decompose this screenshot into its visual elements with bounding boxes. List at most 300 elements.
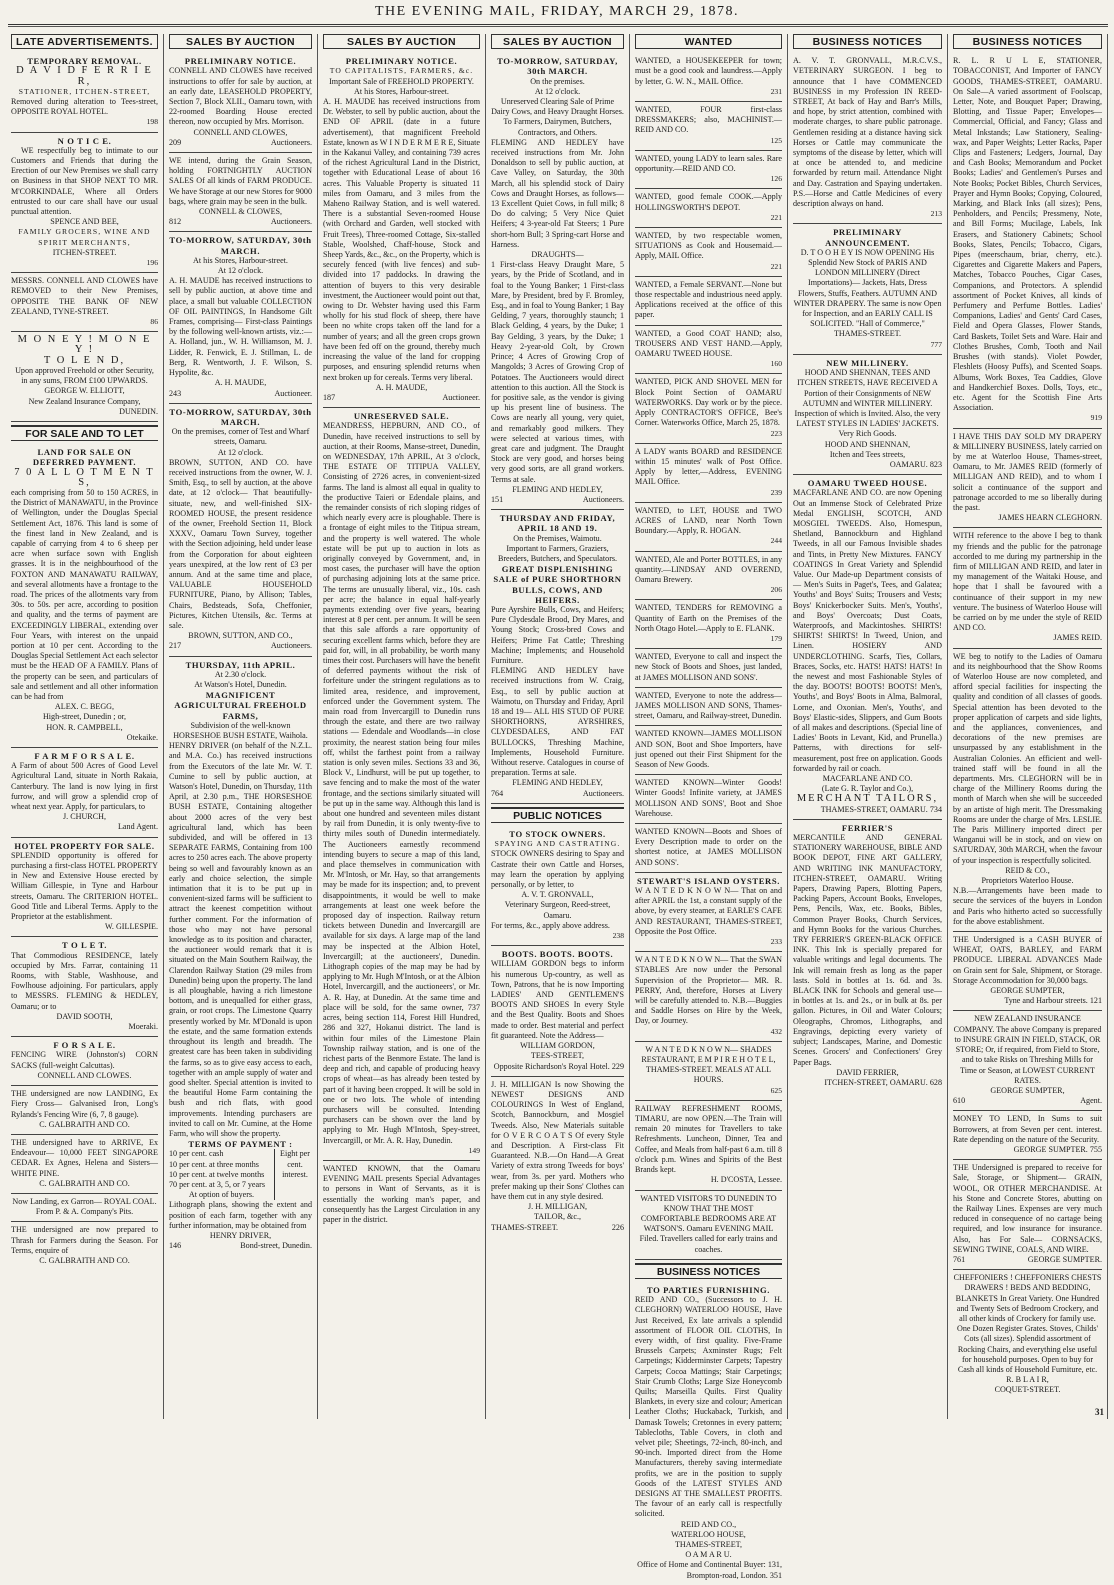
advert-spaying-castrating <box>491 826 624 946</box>
advert-title: TO-MORROW, SATURDAY, 30th MARCH. <box>169 406 312 427</box>
advert-body: STOCK OWNERS desiring to Spay and Castrate their own Cattle and Horses, may learn the operation by applying personally, or by letter, to <box>491 849 624 890</box>
advert-signature: ALEX. C. BEGG, <box>54 702 115 712</box>
advert-toohey-millinery <box>793 224 942 354</box>
column-business-notices-2 <box>948 34 1108 1419</box>
advert-signature: REID AND CO., <box>680 1519 737 1529</box>
advert-body: MESSRS. CONNELL AND CLOWES have REMOVED to their New Premises, OPPOSITE THE BANK OF NEW ZEALAND, TYNE-STREET. <box>11 276 158 316</box>
advert-body: Pure Ayrshire Bulls, Cows, and Heifers; Pure Clydesdale Brood, Dry Mares, and Young Stock; Cross-bred Cows and Heifers; Prime Fat Cattle; Threshing Machine; Implements; and Household Furniture. <box>491 604 624 665</box>
advert-street: THAMES-STREET. <box>491 1222 559 1232</box>
column-sales-by-auction-3 <box>486 34 630 1419</box>
advert-body: That Commodious RESIDENCE, lately occupied by Mrs. Farrar, containing 11 Rooms, with Stable, Washhouse, and Fowlhouse adjoining. For particulars, apply to MESSRS. FLEMING & HEDLEY, Oamaru; or to <box>11 950 158 1011</box>
advert-land-for-sale <box>11 444 158 748</box>
advert-body-second: For terms, &c., apply above address. <box>491 920 610 930</box>
advert-subheading <box>323 393 480 403</box>
advert-signature: C. GALBRAITH AND CO. <box>39 1255 130 1265</box>
advert-title: BOOTS. BOOTS. BOOTS. <box>501 949 614 960</box>
advert-body-second: 1 First-class Heavy Draught Mare, 5 years, by the Pride of Scotland, and in foal to the Young Banker; 1 First-class Mare, by President, bred by F. Bromley, Esq., and in foal to Young Banker; 1 Bay Gelding, 7 years, thoroughly staunch; 1 Black Gelding, 4 years, by the Duke; 1 Bay Gelding, 3 years, by the Duke; 1 Heavy 2-year-old Colt, by Crown Prince; 4 Acres of Growing Crop of Mangolds; 3 Acres of Growing Crop of Potatoes. The Auctioneers would direct attention to this auction. All the Stock is for positive sale, as the vendor is giving up his present line of business. The Cows are nearly all young, very quiet, and remarkably good milkers. They were selected at various times, with great care and judgment. The Draught Stock are very good, and horses being very good sorts, are all grand workers. Terms at sale. <box>491 260 624 484</box>
advert-street: COQUET-STREET. <box>994 1385 1061 1395</box>
advert-oamaru-tweed-house <box>793 475 942 820</box>
advert-signature: J. CHURCH, <box>63 812 106 822</box>
advert-street: ITCHEN-STREET. <box>52 247 117 257</box>
advert-number: 221 <box>770 261 782 271</box>
advert-number: 761 <box>953 1254 966 1264</box>
advert-title: TO STOCK OWNERS. <box>509 829 606 840</box>
advert-terms-table <box>169 1149 312 1200</box>
advert-for-sale-wire <box>11 1037 158 1086</box>
advert-time: At 12 o'clock. <box>534 86 581 96</box>
advert-waterloo-show-rooms <box>953 649 1102 932</box>
advert-signature: GEORGE SUMPTER. <box>1027 1254 1102 1264</box>
advert-rule-stationer <box>953 53 1102 428</box>
advert-body: CHEFFONIERS ! CHEFFONIERS CHESTS DRAWERS ! BEDS AND BEDDING, BLANKETS In Great Variety. One Hundred and Twenty Sets of Bedroom Crockery, and all other kinds of Crockery for family use. One Dozen Register Grates. Stoves, Childs' Cots (all sizes). Splendid assortment of Rocking Chairs, and everything else useful for household purposes. Open to buy for Cash all kinds of Household Furniture, etc. <box>953 1273 1102 1374</box>
advert-company: New Zealand Insurance Company, <box>28 396 141 406</box>
advert-place: On the Premises, Waimotu. <box>513 533 602 543</box>
advert-role: Auctioneer. <box>442 392 480 402</box>
advert-body: W A N T E D K N O W N— That the SWAN STABLES Are now under the Personal Supervision of the Proprietor— MR. R. PERRY, And, therefore, Horses at Livery will be carefully attended to. N.B.—Buggies and Saddle Horses on Hire by the Week, Day, or Journey. <box>635 955 782 1026</box>
advert-subheading: FAMILY GROCERS, WINE AND SPIRIT MERCHANTS, <box>18 227 151 247</box>
advert-number: 223 <box>770 428 782 438</box>
advert-wanted-bottles <box>635 552 782 601</box>
advert-role: Auctioneer. <box>274 388 312 398</box>
advert-ferrier-stationery <box>793 820 942 1092</box>
advert-subheading: DRAUGHTS— <box>531 250 584 260</box>
advert-role: TAILOR, &c., <box>533 1212 581 1222</box>
advert-signature: FLEMING AND HEDLEY, <box>512 484 603 494</box>
advert-body: THE undersigned are now prepared to Thrash for Farmers during the Season. For Terms, enquire of <box>11 1225 158 1255</box>
advert-body: RAILWAY REFRESHMENT ROOMS, TIMARU, are now OPEN.—The Train will remain 20 minutes for Travellers to take Refreshments. Luncheon, Dinner, Tea and Coffee, and Meals from half-past 6 a.m. till 8 o'clock p.m. Wines and Spirits of the Best Brands kept. <box>635 1103 782 1175</box>
advert-place: OAMARU. <box>889 459 928 469</box>
advert-time: At 2.30 o'clock. <box>214 669 267 679</box>
column-sales-by-auction-1 <box>164 34 318 1419</box>
advert-body: MACFARLANE AND CO. are now Opening Out an Immense Stock of Celebrated Prize Medal ENGLISH, SCOTCH, AND MOSGIEL TWEEDS. Also, Homespun, Shetland, Bannockburn and Highland Tweeds, in all our Famous Invisible shades and Tints, in Pretty New Mixtures. FANCY COATINGS In Great Variety and Splendid Value. Our Made-up Department consists of— Men's Suits in Paget's, Tees, and Galatea; Youths' and Boys' Suits; Trousers and Vests; Boys' Knickerbocker Suits. Men's, Youths', and Boys' Overcoats; Dust Coats, Waterproofs, and Mackintoshes. SHIRTS! SHIRTS! SHIRTS! In Tweed, Union, and Linen. HOSIERY AND UNDERCLOTHING. Scarfs, Ties, Collars, Braces, Socks, etc. HATS! HATS! HATS! In the newest and most Fashionable Styles of the day. BOOTS! BOOTS! BOOTS! Men's, Youths', and Boys' Boots in Alma, Balmoral, Lorne, and Oxonian. Men's, Youths', and Boys' Elastic-sides, Slippers, and Gum Boots of all makes and descriptions. (Special line of Ladies' Boots in Levant, Kid, and Prunella.) Patterns, with directions for self-measurement, post free on application. Goods forwarded by rail or coach. <box>793 488 942 773</box>
advert-footer <box>953 996 1102 1006</box>
advert-title: UNRESERVED SALE. <box>353 411 450 422</box>
column-heading: BUSINESS NOTICES <box>953 34 1102 49</box>
advert-body: WANTED KNOWN, that the Oamaru EVENING MAIL presents Special Advantages to persons in Want of Servants, as it is essentially the working man's paper, and consequently has the Largest Circulation in any paper in the district. <box>323 1163 480 1224</box>
advert-number: 125 <box>770 135 782 145</box>
advert-number: 823 <box>929 459 942 469</box>
advert-body: THE Undersigned is a CASH BUYER of WHEAT, OATS, BARLEY, and FARM PRODUCE. LIBERAL ADVANCES Made on Grain sent for Sale, Shipment, or Storage. Storage Accommodation for 30,000 bags. <box>953 935 1102 985</box>
advert-body: WE respectfully beg to intimate to our Customers and Friends that during the Erection of our New Premises we shall carry on Business in that SHOP NEXT TO MR. M'CORKINDALE, Where all Orders entrusted to our care shall have our usual punctual attention. <box>11 145 158 217</box>
advert-lady-board <box>635 444 782 503</box>
advert-street: TEES-STREET, <box>530 1051 585 1061</box>
advert-number: 221 <box>770 212 782 222</box>
advert-connell-clowes-removed <box>11 273 158 332</box>
advert-signature: HENRY DRIVER, <box>209 1230 272 1240</box>
advert-place: Opposite Richardson's Royal Hotel. <box>493 1061 610 1071</box>
column-heading: LATE ADVERTISEMENTS. <box>11 34 158 49</box>
advert-signature: C. GALBRAITH AND CO. <box>39 1178 130 1188</box>
advert-wanted-young-lady <box>635 151 782 190</box>
advert-terms-list <box>169 1149 274 1200</box>
advert-hood-shennan <box>793 355 942 475</box>
advert-body: WANTED KNOWN—Winter Goods! Winter Goods! Infinite variety, at JAMES MOLLISON AND SONS', Boot and Shoe Warehouse. <box>635 778 782 818</box>
advert-james-reid <box>953 528 1102 648</box>
advert-subheading <box>491 789 624 799</box>
advert-sumpter-cash-buyer <box>953 932 1102 1011</box>
advert-body: A LADY wants BOARD and RESIDENCE within 15 minutes' walk of Post Office. Apply by letter,—Address, EVENING MAIL Office. <box>635 446 782 487</box>
advert-body: REID AND CO., (Successors to J. H. CLEGHORN) WATERLOO HOUSE, Have Just Received, Ex late arrivals a splendid assortment of FLOOR OIL CLOTHS, In every width, of first quality. Five-Frame Brussels Carpets; Axminster Rugs; Felt Carpetings; Kidderminster Carpets; Tapestry Carpets; Cocoa Mattings; Stair Carpetings; Stair Crumb Cloths; Large Size Honeycomb Quilts; Marseilla Quilts. First Quality Blankets, in every size and colour; American Leather Cloths; Huckaback, Turkish, and Damask Towels; Cretonnes in every pattern; Tablecloths, Table Covers, in cloth and velvet pile; Sheetings, 72-inch, 80-inch, and 90-inch. Imported direct from the Home Manufacturers, thereby saving intermediate profits, we are in the position to supply Goods of the LATEST STYLES AND DESIGNS AT THE SMALLEST PROFITS. The favour of an early call is respectfully solicited. <box>635 1295 782 1519</box>
advert-number: 198 <box>146 117 158 127</box>
advert-subheading <box>169 217 312 227</box>
advert-galbraith-landing <box>11 1086 158 1135</box>
advert-body: FENCING WIRE (Johnston's) CORN SACKS (full-weight Calcuttas). <box>11 1050 158 1070</box>
advert-title: F O R S A L E. <box>53 1040 116 1051</box>
advert-notice-spence-bee <box>11 133 158 274</box>
advert-displenishing-sale <box>491 510 624 804</box>
advert-boots-william-gordon <box>491 946 624 1076</box>
advert-signature: FLEMING AND HEDLEY, <box>512 778 603 788</box>
advert-footer <box>793 805 942 815</box>
advert-subheading: (Late G. R. Taylor and Co.), <box>821 784 914 794</box>
advert-stewarts-oysters <box>635 873 782 952</box>
advert-number: 244 <box>770 536 782 546</box>
advert-body: SPLENDID opportunity is offered for purchasing a first-class HOTEL PROPERTY in New and Extensive House erected by William Gillespie, in Tyne and Harbour streets, Oamaru. The CRITERION HOTEL. Good Title and Liberal Terms. Apply to the Proprietor at the establishment. <box>11 850 158 922</box>
advert-body: WANTED, a Female SERVANT.—None but those respectable and industrious need apply. Applications received at the office of this paper. <box>635 279 782 320</box>
advert-number: 179 <box>770 633 782 643</box>
advert-body: A. V. T. GRONVALL, M.R.C.V.S., VETERINARY SURGEON. I beg to announce that I have COMMENCED BUSINESS in my Profession IN REED-STREET, At back of Hay and Barr's Mills, and hope, by strict attention, combined with moderate charges, to share public patronage. Gentlemen residing at a distance having sick Horses or Cattle may communicate the symptoms of the disease by letter, which will at once be attended to, and medicine forwarded by return mail. Attendance Night and Day. Castration and Spaying undertaken. P.S.—Horse and Cattle Medicines of every description always on hand. <box>793 56 942 209</box>
advert-title: F A R M F O R S A L E. <box>34 751 135 761</box>
advert-title: THURSDAY, 11th APRIL. <box>185 659 296 670</box>
advert-heading: Important Sale of FREEHOLD PROPERTY. <box>329 76 474 86</box>
column-sales-by-auction-2 <box>318 34 486 1419</box>
advert-title: TO-MORROW, SATURDAY, 30th MARCH. <box>169 235 312 256</box>
advert-galbraith-arrive <box>11 1135 158 1194</box>
advert-place: At his Stores, Harbour-street. <box>354 86 449 96</box>
advert-subheading: Proprietors Waterloo House. <box>981 876 1074 886</box>
advert-subheading: High-street, Dunedin ; or, <box>42 712 127 722</box>
advert-number: 238 <box>612 931 624 941</box>
advert-place: DUNEDIN. <box>119 406 158 416</box>
column-heading: SALES BY AUCTION <box>491 34 624 49</box>
advert-body: WANTED, Ale and Porter BOTTLES, in any quantity.—LINDSAY AND OVEREND, Oamaru Brewery. <box>635 554 782 584</box>
advert-signature: A. V. T. GRONVALL, <box>521 890 594 900</box>
advert-body: W A N T E D K N O W N— SHADES RESTAURANT, E M P I R E H O T E L, THAMES-STREET. MEALS AT ALL HOURS. <box>641 1044 776 1085</box>
advert-signature: CONNELL & CLOWES, <box>198 207 283 217</box>
advert-number: 217 <box>169 641 182 651</box>
advert-signature: SPENCE AND BEE, <box>50 217 119 227</box>
advert-subheading: TO CAPITALISTS, FARMERS, &c. <box>329 66 474 76</box>
advert-subheading: SPAYING AND CASTRATING. <box>494 839 621 849</box>
advert-oil-paintings <box>169 232 312 403</box>
advert-signature: CONNELL AND CLOWES. <box>37 1070 132 1080</box>
advert-wanted-pick-shovel <box>635 374 782 443</box>
advert-signature: C. GALBRAITH AND CO. <box>39 1119 130 1129</box>
advert-number: 86 <box>150 317 158 327</box>
masthead: THE EVENING MAIL, FRIDAY, MARCH 29, 1878. <box>374 4 740 19</box>
advert-signature: GEORGE SUMPTER, <box>990 1085 1065 1095</box>
advert-body: WANTED, a HOUSEKEEPER for town; must be a good cook and laundress.—Apply by letter, G. W. N., MAIL Office. <box>635 56 782 86</box>
advert-signature-second: HON. R. CAMPBELL, <box>46 722 123 732</box>
advert-number: 734 <box>929 804 942 814</box>
advert-body: WANTED, Everyone to note the address—JAMES MOLLISON AND SONS, Thames-street, Oamaru, and Railway-street, Dunedin. <box>635 690 782 721</box>
column-heading: SALES BY AUCTION <box>323 34 480 49</box>
advert-subheading <box>491 1223 624 1233</box>
advert-body: HENRY DRIVER (on behalf of the N.Z.L. and M.A. Co.) has received instructions from the Executors of the late Mr. W. T. Cumine to sell by public auction, at Watson's Hotel, Dunedin, on Thursday, 11th April, at 2.30 p.m., THE HORSESHOE BUSH ESTATE, Containing altogether about 2000 acres of the very best agricultural land, which has been subdivided, and will be offered in 13 SEPARATE FARMS, Containing from 100 acres to 250 acres each. The above property being so well and favourably known as an early and choice selection, the simple intimation that it is to be put up in convenient-sized farms will be sufficient to attract the keenest competition without further comment. For the information of those who may not have personal knowledge as to its position and character, the auctioneer would remark that it is situated on the Main Southern Railway, the Clarendon Railway Station (29 miles from Dunedin) being upon the property. The land is all ploughable, having a rich limestone bottom, and is unequalled for either grass, grain, or root crops. The Limestone Quarry presently worked by Mr. M'Donald is upon the estate, and the same formation extends throughout its length and breadth. The greatest care has been taken in subdividing the farms, so as to give easy access to each, together with an ample supply of water and good shelter. Special attention is invited to the beautiful Home Farm containing the bush and rich flats, with good improvements. Intending purchasers are invited to call on Mr. Cumine, at the Home Farm, who will show the property. <box>169 741 312 1138</box>
advert-body-second: Lithograph plans, showing the extent and position of each farm, together with any further information, may be obtained from <box>169 1200 312 1230</box>
page-number: 31 <box>1095 1407 1104 1417</box>
advert-sumpter-money <box>953 1111 1102 1160</box>
advert-body: NEW ZEALAND INSURANCE COMPANY. The above Company is prepared to INSURE GRAIN IN FIELD, STACK, OR STORE; Or, if required, from Field to Store, and to take Risks on Threshing Mills for Time or Season, at LOWEST CURRENT RATES. <box>953 1014 1102 1085</box>
advert-heading: D A V I D F E R R I E R, <box>16 65 153 87</box>
advert-hotel-property <box>11 838 158 938</box>
advert-milligan-overcoats <box>491 1077 624 1237</box>
advert-body: WANTED KNOWN—Boots and Shoes of Every Description made to order on the shortest notice, at JAMES MOLLISON AND SONS'. <box>635 827 782 867</box>
advert-subheading <box>491 495 624 505</box>
advert-footer <box>953 1145 1102 1155</box>
advert-body: WANTED, FOUR first-class DRESSMAKERS; also, MACHINIST.—REID AND CO. <box>635 105 782 135</box>
column-heading: BUSINESS NOTICES <box>793 34 942 49</box>
advert-number: 919 <box>1090 413 1102 423</box>
advert-signature: BROWN, SUTTON, AND CO., <box>188 631 293 641</box>
advert-body: BROWN, SUTTON, AND CO. have received instructions from the owner, W. J. Smith, Esq., to sell by auction, at the above date, at 12 o'clock— That beautifully-situate, new, and well-finished SIX-ROOMED HOUSE, the present residence of the owner, Freehold Section 11, Block XXXV., Oamaru Town Survey, together with the Section adjoining, held under lease from the Corporation for about eighteen years unexpired, at the low rent of £3 per annum. And at the same time and place, VALUABLE HOUSEHOLD FURNITURE, Piano, by Allison; Tables, Chairs, Bedsteads, Sofa, Cheffonier, Pictures, Kitchen Utensils, &c. Terms at sale. <box>169 457 312 630</box>
advert-signature: WILLIAM GORDON, <box>520 1041 595 1051</box>
advert-wanted-dressmakers <box>635 102 782 151</box>
advert-heading: M O N E Y ! M O N E Y ! <box>17 334 152 356</box>
advert-body-second: FLEMING AND HEDLEY have received instructions from W. Craig, Esq., to sell by public auction at Waimotu, on Thursday and Friday, April 18 and 19— ALL HIS STUD OF PURE SHORTHORNS, AYRSHIRES, CLYDESDALES, AND FAT BULLOCKS, Threshing Machine, Implements, Household Furniture. Without reserve. Catalogues in course of preparation. Terms at sale. <box>491 666 624 778</box>
advert-place: Moeraki. <box>128 1022 158 1032</box>
advert-body: WILLIAM GORDON begs to inform his numerous Up-country, as well as Town, Patrons, that he is now Importing LADIES' AND GENTLEMEN'S BOOTS AND SHOES In every Style and the Best Quality. Boots and Shoes made to order. Best material and perfect fit guaranteed. Note the Address— <box>491 959 624 1040</box>
advert-footer <box>793 460 942 470</box>
advert-wanted-situations <box>635 228 782 277</box>
advert-body: WANTED, a Good COAT HAND; also, TROUSERS AND VEST HAND.—Apply, OAMARU TWEED HOUSE. <box>635 328 782 359</box>
advert-leasehold-property <box>169 53 312 153</box>
advert-body: Now Landing, ex Garron— ROYAL COAL. From P. & A. Company's Pits. <box>12 1196 157 1217</box>
advert-place: O A M A R U. <box>685 1550 732 1560</box>
advert-temporary-removal <box>11 53 158 132</box>
advert-signature: J. H. MILLIGAN, <box>527 1202 588 1212</box>
advert-number: 233 <box>770 937 782 947</box>
advert-shades-restaurant <box>635 1042 782 1101</box>
advert-body: WANTED KNOWN—JAMES MOLLISON AND SON, Boot and Shoe Importers, have just opened out their First Shipment for the Season of New Goods. <box>635 729 782 769</box>
advert-body: Removed during alteration to Tees-street, OPPOSITE ROYAL HOTEL. <box>11 97 158 117</box>
advert-signature: DAVID SOOTH, <box>56 1011 113 1021</box>
advert-intro: Important to Farmers, Graziers, Breeders, Butchers, and Speculators. <box>497 543 618 563</box>
advert-subheading <box>169 1241 312 1251</box>
advert-wanted-cook <box>635 189 782 228</box>
advert-number: 151 <box>491 494 504 504</box>
advert-role: Auctioneers. <box>270 217 312 227</box>
advert-body: A. H. MAUDE has received instructions to sell by public auction, at above time and place, a small but valuable COLLECTION OF OIL PAINTINGS, In Handsome Gilt Frames, comprising— First-class Paintings by the following well-known artists, viz.:—A. Holland, jun., W. H. Williamson, M. J. Lidder, R. Fenwick, E. J. Stillman, L. de Berg, R. Wentworth, J. F. Wilson, S. Hypolite, &c. <box>169 276 312 378</box>
advert-term: 70 per cent. at 3, 5, or 7 years <box>169 1179 265 1189</box>
advert-to-let <box>11 937 158 1037</box>
advert-body: A. H. MAUDE has received instructions from Dr. Webster, to sell by public auction, about the END OF APRIL (date in a future advertisement), that magnificent Freehold Estate, known as W I N D E R M E R E, Situate in the Kakanui Valley, and containing 739 acres of the richest Agricultural Land in the District, together with Educational Lease of about 16 acres. This Valuable Property is situated 11 miles from Oamaru, and 3 miles from the Maheno Railway Station, and is well watered. There is a substantial Seven-roomed House (with Orchard and Garden, well stocked with Fruit Trees), Three-roomed Cottage, Six-stalled Stable, Woolshed, Chaff-house, Stock and Sheep Yards, &c., &c., on the Property, which is securely fenced (with live fences) and sub-divided into 17 paddocks. In drawing the attention of buyers to this very desirable investment, the Auctioneer would point out that, owing to Dr. Webster having used this Farm wholly for his stud flock of sheep, there have been no white crops taken off the land for a number of years; and all the green crops grown have been fed off on the ground, thereby much increasing the value of the land for cropping purposes, and ensuring splendid returns when next broken up for cereals. Terms very liberal. <box>323 97 480 382</box>
advert-wanted-female-servant <box>635 277 782 326</box>
advert-terms-interest: Eight per cent. interest. <box>274 1149 312 1200</box>
advert-number: 351 <box>769 1570 782 1580</box>
advert-signature: W. GILLESPIE. <box>105 922 158 932</box>
advert-subheading: T O L E N D, <box>43 354 126 366</box>
advert-body: each comprising from 50 to 150 ACRES, in the District of MANAWATU, in the Province of Wellington, under the Douglas Special Settlement Act, 1876. This land is some of the finest land in New Zealand, and is capable of carrying from 4 to 6 sheep per acre when surface sown with English grasses. It is in the neighbourhood of the FOXTON AND MANAWATU RAILWAY, and several allotments have a frontage to the road. The prices of the allotments vary from 30s. to 50s. per acre, according to position and quality, and the terms of payment are EXCEEDINGLY LIBERAL, extending over Four Years, with interest on the unpaid portion at 10 per cent. According to the Douglas Special Settlement Act each selector must be the HEAD OF A FAMILY. Plans of the property can be seen, and particulars of sale and settlement and all other information can be had from <box>11 487 158 701</box>
advert-number: 149 <box>468 1145 480 1155</box>
advert-signature: GEORGE SUMPTER, <box>990 986 1065 996</box>
advert-term: At option of buyers. <box>188 1190 255 1200</box>
advert-title: HOTEL PROPERTY FOR SALE. <box>14 840 155 851</box>
advert-body: MERCANTILE AND GENERAL STATIONERY WAREHOUSE, BIBLE AND BOOK DEPOT, FINE ART GALLERY, AND WRITING INK MANUFACTORY, ITCHEN-STREET, OAMARU. Writing Papers, Drawing Papers, Blotting Papers, Packing Papers, Account Books, Envelopes, Pens, Pencils, Wax, etc. Books, Bibles, Common Prayer Books, Church Services, and Hymn Books for the various Churches. TRY FERRIER'S GREEN-BLACK OFFICE INK. This Ink is specially prepared for valuable writings and legal documents. The Ink will remain fresh as long as the paper lasts. Sold in bottles at 1s. 6d. and 3s. BLACK INK for Schools and general use—in bottles at 1s. and 2s., or in bulk at 8s. per gallon. Pictures, in Oil and Water Colours; Oleographs, Chromos, Lithographs, and Engravings, depicting every variety of subject; Landscapes, Marine, and Domestic Scenes. Grocers' and Confectioners' Grey Paper Bags. <box>793 833 942 1067</box>
column-late-advertisements <box>6 34 164 1419</box>
advert-number: 777 <box>930 339 942 349</box>
advert-body: WE beg to notify to the Ladies of Oamaru and its neighbourhood that the Show Rooms of Waterloo House are now completed, and afford special facilities for inspecting the quality and condition of all classes of goods. Special attention has been devoted to the proper application of carpets and side lights, and the appliances, conveniences, and decorations of the new premises are unsurpassed by any establishment in the Australian Colonies. An efficient and well-trained staff will be found in all the departments. Mrs. CLEGHORN will be in charge of the Millinery Rooms during the month of March when she will be succeeded by an artiste of high merit. The Dressmaking Rooms are under the charge of Mrs. LESLIE. The Paris Millinery imported direct per Wanganui will be in stock, and on view on SATURDAY, 30th MARCH, when the favour of your inspection is respectfully solicited. <box>953 651 1102 865</box>
advert-number: 239 <box>770 487 782 497</box>
advert-london-office: Office of Home and Continental Buyer: 131, Brompton-road, London. <box>637 1560 782 1580</box>
advert-reid-waterloo-house <box>635 1282 782 1585</box>
column-business-notices-1 <box>788 34 948 1419</box>
advert-body: THE undersigned have to ARRIVE, Ex Endeavour— 10,000 FEET SINGAPORE CEDAR. Ex Agnes, Helena and Sisters— WHITE PINE. <box>11 1137 158 1178</box>
advert-street: THAMES-STREET, OAMARU. <box>820 804 928 814</box>
advert-number: 229 <box>611 1061 624 1071</box>
advert-number: 755 <box>1089 1144 1102 1154</box>
advert-number: 243 <box>169 388 182 398</box>
advert-role: Agent. <box>1080 1096 1102 1106</box>
advert-signature: A. H. MAUDE, <box>375 382 428 392</box>
advert-street: THAMES-STREET, <box>674 1540 743 1549</box>
advert-street: ITCHEN-STREET, OAMARU. <box>824 1077 928 1087</box>
advert-body: MEANDRESS, HEPBURN, AND CO., of Dunedin, have received instructions to sell by auction, at their Rooms, Manse-street, Dunedin, on WEDNESDAY, 17th APRIL, At 3 o'clock, THE ESTATE OF TITIPUA VALLEY, Consisting of 2726 acres, in convenient-sized farms. The land is almost all equal in quality to the productive Taieri or Edendale plains, and the remainder consists of rich sloping ridges of which nearly every acre is ploughable. There is a frontage of eight miles to the Titipua stream, and the property is well watered. The whole estate will be put up to auction in lots as originally conveyed by Government, and, in most cases, the purchaser will have the option of purchasing adjoining lots at the same price. The terms are unusually liberal, viz., 10s. cash per acre; the balance in equal half-yearly payments extending over five years, bearing interest at 8 per cent. per annum. It will be seen that this sale affords a rare opportunity of securing excellent farms which, before they are paid for, will, in all probability, be worth many times their cost. Purchasers will have the benefit of deferred payments without the risk of forfeiture under the stringent regulations as to limited area, residence, and improvement, enforced under the Government system. The main road from Invercargill to Dunedin runs through the estate, and there are two railway stations — Edendale and Woodlands—in close proximity, the nearest station being four miles off, whilst the farthest point from a railway station is only seven miles. Sections 33 and 36, Block V., Lindhurst, will be put up together, to save fencing and to make the most of the water frontage, and the sections similarly situated will be put up in the same way. Although this land is about one hundred and seventeen miles distant by rail from Dunedin, it is only twenty-five to thirty miles south of Dunedin intermediately. The Auctioneers earnestly recommend intending buyers to secure a map of this land, and place themselves in communication with Mr. M'Intosh, or Mr. Hay, so that arrangements may be made for its inspection; and, to prevent disappointments, it would be well to make arrangements at least one week before the proposed day of inspection. Railway return tickets between Dunedin and Invercargill are available for six days. A large map of the land may be inspected at the Albion Hotel, Invercargill; at the auctioneers', Dunedin. Lithograph copies of the map may be had by applying to Mr. Hugh M'Intosh, or at the Albion Hotel, Invercargill, and the auctioneers', or Mr. A. R. Hay, at Dunedin. At the same time and place will be sold, for the same owner, 737 acres, being section 114, Forest Hill Hundred, 286 and 327, Hokanui district. The land is within four miles of the Limestone Plain Township railway station, and is one of the richest parts of the Benmore Estate. The land is deep and rich, and capable of producing heavy crops of wheat—as has already been tested by part of it having been cropped. It will be sold in one or two lots. The whole of intending purchasers will be consulted. Intending purchasers can be shown over the land by applying to Mr. Hugh M'Intosh, Spey-street, Invercargill, or Mr. A. R. Hay, Dunedin. <box>323 421 480 1145</box>
advert-subheading: Subdivision of the well-known HORSESHOE BUSH ESTATE, Waihola. <box>173 720 308 740</box>
advert-number: 121 <box>1089 996 1102 1006</box>
advert-place: At his Stores, Harbour-street. <box>193 255 288 265</box>
advert-wanted-winter-goods <box>635 775 782 824</box>
advert-term: 10 per cent. at twelve months <box>169 1169 265 1179</box>
advert-title: N O T I C E. <box>57 135 112 146</box>
advert-number: 146 <box>169 1241 182 1251</box>
advert-signature: JAMES REID. <box>1053 633 1102 643</box>
advert-body: D. T O O H E Y IS NOW OPENING His Splendid New Stock of PARIS AND LONDON MILLINERY (Direct Importations)— Jackets, Hats, Dress Flowers, Stuffs, Feathers. AUTUMN AND WINTER DRAPERY. The same is now Open for Inspection, and an EARLY CALL IS SOLICITED. "Hall of Commerce," THAMES-STREET. <box>793 247 942 339</box>
advert-title: PRELIMINARY NOTICE. <box>184 56 297 67</box>
advert-body: WANTED, good female COOK.—Apply HOLLINGSWORTH'S DEPOT. <box>635 192 782 212</box>
advert-number: 432 <box>770 1026 782 1036</box>
advert-body: I HAVE THIS DAY SOLD MY DRAPERY & MILLINERY BUSINESS, lately carried on by me at Waterloo House, Thames-street, Oamaru, to Mr. JAMES REID (formerly of MILLIGAN AND REID), and to whom I solicit a continuance of the support and patronage accorded to me so liberally during the past. <box>953 431 1102 512</box>
advert-subheading: Land Agent. <box>117 822 158 832</box>
advert-horseshoe-bush-estate <box>169 657 312 1256</box>
advert-body: THE undersigned are now LANDING, Ex Fiery Cross— Galvanised Iron, Long's Rylands's Fencing Wire (6, 7, 8 gauge). <box>11 1089 158 1119</box>
advert-number: 764 <box>491 788 504 798</box>
advert-number: 231 <box>770 86 782 96</box>
advert-role: Auctioneers. <box>270 137 312 147</box>
advert-body: WANTED, by two respectable women, SITUATIONS as Cook and Housemaid.—Apply, MAIL Office. <box>635 231 782 261</box>
advert-title: PRELIMINARY ANNOUNCEMENT. <box>825 227 910 248</box>
advert-subheading: STATIONER, ITCHEN-STREET, <box>18 86 151 96</box>
advert-heading: MAGNIFICENT AGRICULTURAL FREEHOLD FARMS, <box>174 690 307 721</box>
advert-wanted-tenders <box>635 600 782 649</box>
section-heading-business-notices: BUSINESS NOTICES <box>635 1263 782 1279</box>
advert-title: PRELIMINARY NOTICE. <box>345 56 458 67</box>
advert-body: R. L. R U L E, STATIONER, TOBACCONIST, And Importer of FANCY GOODS, THAMES-STREET, OAMARU. On Sale—A varied assortment of Foolscap, Letter, Note, and Bouquet Paper; Drawing, Blotting, and Tissue Paper; Envelopes—Commercial, Official, and Fancy; Glass and Metal Inkstands; Law Stationery, Sealing-wax, and Paper Weights; Letter Racks, Paper Clips and Fasteners; Ledgers, Journal, Day and Cash Books; Memorandum and Pocket Books; Ladies' and Gentlemen's Purses and Note Books; Pocket Bibles, Church Services, Prayer and Hymn Books; Copying, Coloured, Marking, and Black Inks (all sizes); Pens, Penholders, and Pencils; Pressmeny, Note, and Bill Forms; Mucilage, Labels, Ink Erasers, and Stationery Cabinets; School Books, Slates, Pencils; Tobacco, Cigars, Pipes (meerschaum, briar, cherry, etc.). Cigarettes and Cigarette Makers and Papers, Matches, Tobacco Pouches, Cigar Cases, Companions, and Protectors. A splendid assortment of Pocket Knives, all kinds of Perfumery and Perfume Bottles. Ladies' Companions, Ladies' and Gents' Card Cases, Field and Opera Glasses, Flower Stands, Card Baskets, Toilet Sets and Ware. Hair and Clothes Brushes, Comb, Tooth and Nail Brushes (with stands). Violet Powder, Fleshlets (Hoosy Puffs), and Scented Soaps. Albums, Work Boxes, Tea Caddies, Glove and Handkerchief Boxes. Dolls, Toys, etc., etc. Agent for the Scottish Fine Arts Association. <box>953 56 1102 413</box>
section-heading-public-notices: PUBLIC NOTICES <box>491 807 624 823</box>
advert-number: 209 <box>169 137 182 147</box>
advert-farm-for-sale <box>11 748 158 838</box>
advert-subheading <box>169 138 312 148</box>
advert-signature: R. B L A I R, <box>1006 1375 1049 1385</box>
advert-title: TEMPORARY REMOVAL. <box>27 56 142 67</box>
advert-signature: GEORGE SUMPTER. <box>1013 1144 1088 1154</box>
advert-body: MONEY TO LEND, In Sums to suit Borrowers, at from Seven per cent. interest. Rate depending on the nature of the Security. <box>953 1114 1102 1144</box>
advert-wanted-known-evening-mail <box>323 1161 480 1229</box>
advert-number: 812 <box>169 217 182 227</box>
advert-role: Auctioneers. <box>582 788 624 798</box>
advert-windermere-estate <box>323 53 480 408</box>
advert-six-roomed-house <box>169 404 312 657</box>
advert-farm-produce-sales <box>169 153 312 232</box>
advert-titipua-valley <box>323 408 480 1161</box>
advert-term: 10 per cent. cash <box>169 1149 224 1159</box>
column-heading: WANTED <box>635 34 782 49</box>
advert-blair-furniture <box>953 1270 1102 1399</box>
advert-number: 213 <box>930 209 942 219</box>
advert-body: THE Undersigned is prepared to receive for Sale, Storage, or Shipment— GRAIN, WOOL, OR OTHER MERCHANDISE. At his Stone and Concrete Stores, abutting on the Railway Lines. Expenses are very much reduced in consequence of no cartage being required, and low insurance for insurance. Also, has For Sale— CORNSACKS, SEWING TWINE, COALS, AND WIRE. <box>953 1163 1102 1254</box>
advert-body: A Farm of about 500 Acres of Good Level Agricultural Land, situate in North Rakaia, Canterbury. The land is now lying in first furrow, and will grow a splendid crop of wheat next year. Apply, for particulars, to <box>11 761 158 812</box>
advert-body: WITH reference to the above I beg to thank my friends and the public for the patronage accorded to me during my partnership in the firm of MILLIGAN AND REID, and later in my management of the Waitaki House, and hope that I shall be favoured with a continuance of their support in my new venture. The business of Waterloo House will be carried on by me under the style of REID AND CO. <box>953 531 1102 633</box>
advert-number: 160 <box>770 359 782 369</box>
advert-swan-stables <box>635 952 782 1042</box>
advert-nz-insurance <box>953 1011 1102 1111</box>
advert-body: WANTED, TENDERS for REMOVING a Quantity of Earth on the Premises of the North Otago Hotel.—Apply to E. FLANK. <box>635 603 782 633</box>
masthead-rule <box>8 24 1108 25</box>
advert-heading: MERCHANT TAILORS, <box>796 793 939 805</box>
advert-wanted-note-address <box>635 688 782 727</box>
advert-body: WANTED, PICK AND SHOVEL MEN for Block Point Section of OAMARU WATERWORKS. Day work or by the piece. Apply CONTRACTOR'S OFFICE, Bee's Corner. Waterworks Office, March 25, 1878. <box>635 377 782 428</box>
advert-wanted-boots-made <box>635 824 782 873</box>
advert-title: TO PARTIES FURNISHING. <box>646 1284 771 1295</box>
advert-body: WANTED, young LADY to learn sales. Rare opportunity.—REID AND CO. <box>635 153 782 174</box>
advert-body: HOOD AND SHENNAN, TEES AND ITCHEN STREETS, HAVE RECEIVED A Portion of their Consignments of NEW AUTUMN and WINTER MILLINERY. Inspection of which is Invited. Also, the very LATEST STYLES IN LADIES' JACKETS. Very Rich Goods. <box>794 368 941 439</box>
advert-role: Auctioneers. <box>270 641 312 651</box>
advert-gronvall-veterinary <box>793 53 942 224</box>
advert-number: 206 <box>770 585 782 595</box>
advert-number: 196 <box>146 258 158 268</box>
advert-signature: HOOD AND SHENNAN, <box>824 439 911 449</box>
advert-body: W A N T E D K N O W N— That on and after APRIL the 1st, a constant supply of the above, by every steamer, at EARLE'S CAFE AND RESTAURANT, THAMES-STREET, Opposite the Post Office. <box>635 886 782 936</box>
advert-cleghorn-sold <box>953 429 1102 529</box>
advert-place: Otekaike. <box>126 732 158 742</box>
advert-title: STEWART'S ISLAND OYSTERS. <box>637 875 780 886</box>
advert-subheading: Tyne and Harbour streets. <box>1004 996 1088 1006</box>
advert-subheading: WATERLOO HOUSE, <box>671 1529 746 1539</box>
advert-wanted-coat-hand <box>635 326 782 375</box>
section-heading-for-sale: FOR SALE AND TO LET <box>11 425 158 441</box>
advert-visitors-dunedin <box>635 1191 782 1260</box>
advert-body: WANTED, Everyone to call and inspect the new Stock of Boots and Shoes, just landed, at JAMES MOLLISON AND SONS'. <box>635 652 782 682</box>
advert-heading: 7 0 A L L O T M E N T S, <box>14 466 155 488</box>
advert-signature: MACFARLANE AND CO. <box>822 774 913 784</box>
advert-signature: JAMES HEARN CLEGHORN. <box>998 513 1102 523</box>
advert-role: Veterinary Surgeon, Reed-street, Oamaru. <box>504 900 611 920</box>
advert-number: 625 <box>770 1085 782 1095</box>
advert-wanted-inspect-stock <box>635 649 782 688</box>
advert-title: NEW MILLINERY. <box>826 357 909 368</box>
advert-railway-refreshment <box>635 1101 782 1191</box>
advert-footer <box>635 1560 782 1580</box>
advert-intro: Unreserved Clearing Sale of Prime Dairy Cows, and Heavy Draught Horses. To Farmers, Dairymen, Butchers, Contractors, and Others. <box>491 97 624 137</box>
advert-term: 10 per cent. at three months <box>169 1159 259 1169</box>
advert-subheading: Itchen and Tees streets, <box>829 449 906 459</box>
advert-subheading <box>169 389 312 399</box>
advert-signature: A. H. MAUDE, <box>214 378 267 388</box>
advert-signature: CONNELL AND CLOWES, <box>193 127 288 137</box>
advert-number: 226 <box>611 1222 624 1232</box>
advert-place: On the premises, corner of Test and Wharf streets, Oamaru. <box>171 427 310 447</box>
advert-royal-coal <box>11 1194 158 1222</box>
advert-wanted-known-mollison <box>635 726 782 775</box>
advert-signature: REID & CO., <box>1005 865 1050 875</box>
advert-number: 628 <box>929 1077 942 1087</box>
column-wanted <box>630 34 788 1580</box>
advert-thrashing <box>11 1222 158 1270</box>
advert-body: WANTED VISITORS TO DUNEDIN TO KNOW THAT THE MOST COMFORTABLE BEDROOMS ARE AT WATSON'S. Oamaru EVENING MAIL Filed. Travellers called for early trains and coaches. <box>639 1193 778 1254</box>
advert-body: CONNELL AND CLOWES have received instructions to offer for sale by auction, at an early date, LEASEHOLD PROPERTY, Section 7, Block XLII., Oamaru town, with 22-roomed Boarding House erected thereon, now occupied by Mrs. Morrison. <box>169 66 312 127</box>
advert-footer <box>793 1078 942 1088</box>
advert-title: T O L E T. <box>62 940 107 951</box>
